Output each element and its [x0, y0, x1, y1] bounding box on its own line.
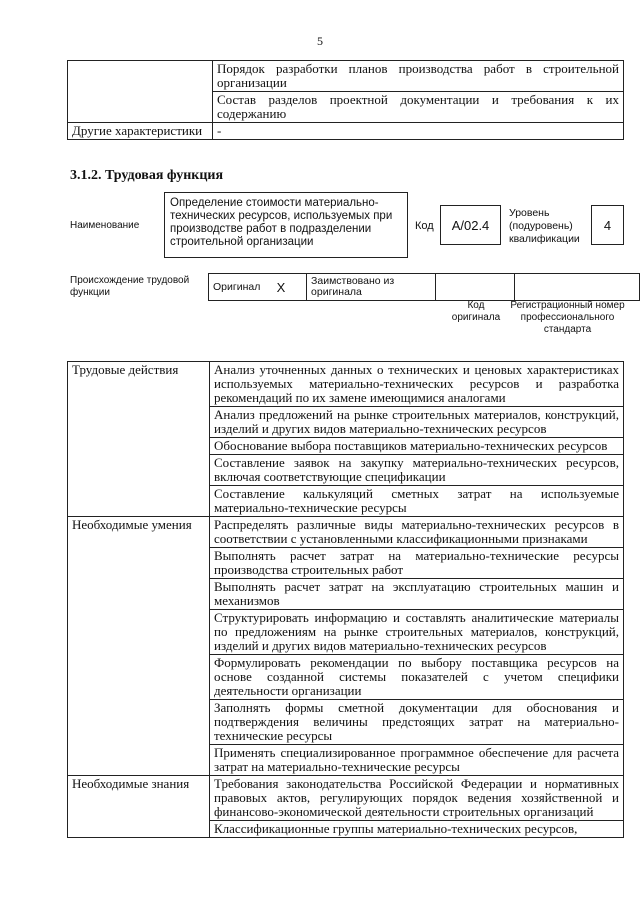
row-label: Необходимые умения — [68, 517, 210, 776]
code-label: Код — [415, 220, 434, 232]
table-cell: Составление заявок на закупку материально-технических ресурсов, включая соответствующие спецификации — [210, 455, 624, 486]
table-row — [68, 123, 624, 140]
page-number: 5 — [317, 34, 323, 48]
table-cell: Распределять различные виды материально-технических ресурсов в соответствии с установленными классификационными признаками — [210, 517, 624, 548]
table-cell: Порядок разработки планов производства работ в строительной организации — [213, 61, 624, 92]
function-name-box: Определение стоимости материально-технических ресурсов, используемых при производстве работ в подразделении строительной организации — [164, 192, 408, 258]
qualification-level-box: 4 — [591, 205, 624, 245]
origin-table — [208, 273, 640, 301]
reg-caption: Регистрационный номер профессионального стандарта — [510, 300, 625, 335]
borrowed-label: Заимствовано из оригинала — [307, 274, 436, 301]
section-title: 3.1.2. Трудовая функция — [70, 168, 224, 183]
table-cell: Выполнять расчет затрат на материально-технические ресурсы производства строительных работ — [210, 548, 624, 579]
table-cell: Составление калькуляций сметных затрат на используемые материально-технические ресурсы — [210, 486, 624, 517]
registration-number-cell — [515, 274, 640, 301]
continuation-table — [67, 60, 624, 140]
table-cell: Структурировать информацию и составлять аналитические материалы по предложениям на рынке строительных материалов, конструкций, изделий и других видов материально-технических ресурсов — [210, 610, 624, 655]
table-cell: Классификационные группы материально-технических ресурсов, — [210, 821, 624, 838]
function-details-table — [67, 361, 624, 838]
table-row — [68, 61, 624, 92]
table-cell: Применять специализированное программное обеспечение для расчета затрат на материально-технические ресурсы — [210, 745, 624, 776]
table-row — [68, 362, 624, 407]
table-cell: Выполнять расчет затрат на эксплуатацию строительных машин и механизмов — [210, 579, 624, 610]
row-label: Другие характеристики — [68, 123, 213, 140]
row-label — [68, 61, 213, 123]
function-code-box: А/02.4 — [440, 205, 501, 245]
original-mark: X — [273, 274, 307, 301]
row-label: Необходимые знания — [68, 776, 210, 838]
code-caption: Код оригинала — [451, 300, 501, 323]
table-row — [209, 274, 640, 301]
table-cell: Требования законодательства Российской Федерации и нормативных правовых актов, регулирующих порядок ведения хозяйственной и финансово-экономической деятельности строительных организаций — [210, 776, 624, 821]
table-cell: Заполнять формы сметной документации для обоснования и подтверждения величины предстоящих затрат на материально-технические ресурсы — [210, 700, 624, 745]
table-row — [68, 517, 624, 548]
original-code-cell — [436, 274, 515, 301]
table-cell: Анализ уточненных данных о технических и ценовых характеристиках используемых материально-технических ресурсов и разработка рекомендаций по их замене имеющимися аналогами — [210, 362, 624, 407]
origin-label: Происхождение трудовой функции — [70, 275, 190, 298]
table-cell: Обоснование выбора поставщиков материально-технических ресурсов — [210, 438, 624, 455]
original-label: Оригинал — [209, 274, 273, 301]
table-cell: - — [213, 123, 624, 140]
row-label: Трудовые действия — [68, 362, 210, 517]
table-cell: Анализ предложений на рынке строительных материалов, конструкций, изделий и других видов материально-технических ресурсов — [210, 407, 624, 438]
table-row — [68, 776, 624, 821]
level-label: Уровень (подуровень) квалификации — [509, 207, 580, 245]
table-cell: Состав разделов проектной документации и требования к их содержанию — [213, 92, 624, 123]
name-label: Наименование — [70, 220, 140, 231]
table-cell: Формулировать рекомендации по выбору поставщика ресурсов на основе созданной системы показателей с учетом специфики деятельности организации — [210, 655, 624, 700]
